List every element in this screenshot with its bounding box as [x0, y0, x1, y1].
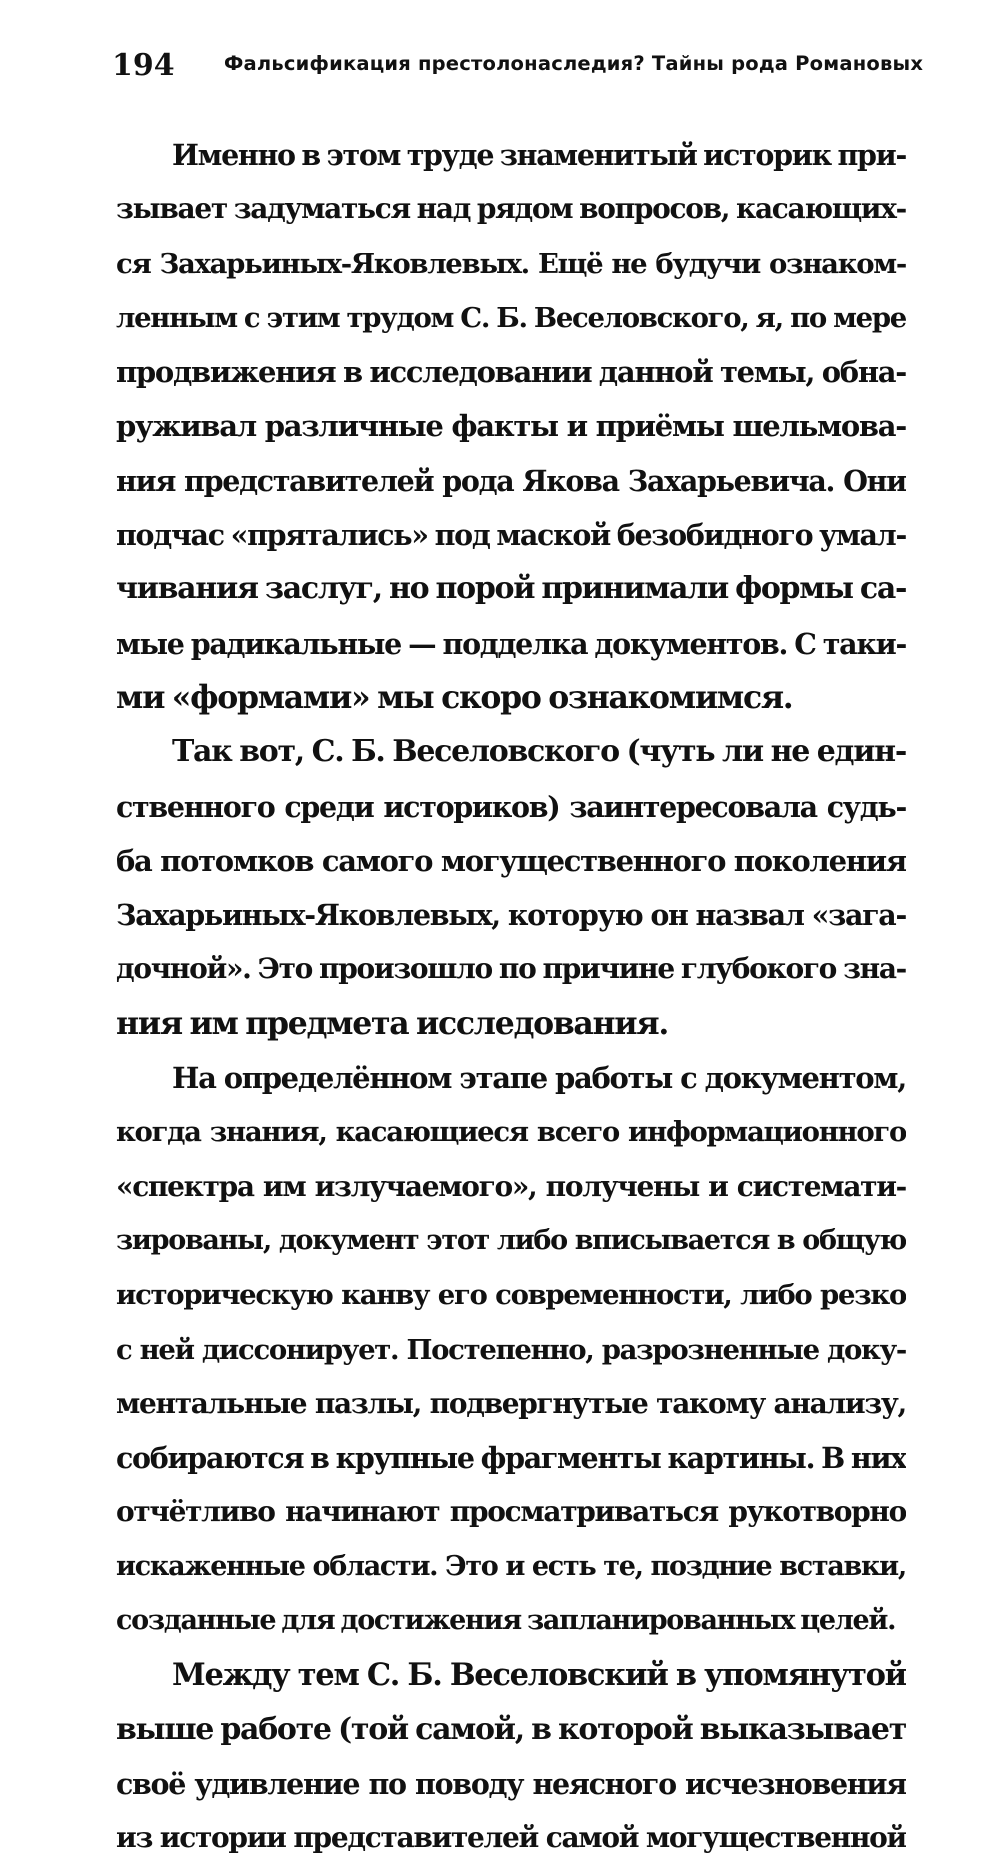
- text-line: искаженные области. Это и есть те, поздние вставки,: [116, 1550, 906, 1582]
- text-line: историческую канву его современности, либо резко: [116, 1279, 906, 1312]
- text-line: ния им предмета исследования.: [116, 1004, 669, 1042]
- running-header: [112, 48, 924, 88]
- text-line: ментальные пазлы, подвергнутые такому анализу,: [116, 1386, 906, 1420]
- paragraph-1: [116, 128, 906, 725]
- text-line: На определённом этапе работы с документом,: [172, 1061, 906, 1096]
- text-line: из истории представителей самой могущественной: [116, 1821, 906, 1855]
- body-text: [116, 128, 906, 1866]
- text-line: с ней диссонирует. Постепенно, разрозненные доку-: [116, 1333, 906, 1366]
- text-line: отчётливо начинают просматриваться рукотворно: [116, 1495, 906, 1529]
- text-line: ленным с этим трудом С. Б. Веселовского, я, по мере: [116, 301, 906, 334]
- text-line: «спектра им излучаемого», получены и системати-: [116, 1169, 906, 1203]
- text-line: Между тем С. Б. Веселовский в упомянутой: [172, 1657, 906, 1694]
- paragraph-4: [116, 1648, 906, 1865]
- page-number: 194: [112, 48, 175, 83]
- paragraph-2: [116, 725, 906, 1051]
- text-line: когда знания, касающиеся всего информационного: [116, 1116, 906, 1149]
- text-line: ся Захарьиных-Яковлевых. Ещё не будучи ознаком-: [116, 247, 906, 280]
- text-line: созданные для достижения запланированных целей.: [116, 1605, 896, 1637]
- text-line: ния представителей рода Якова Захарьевича. Они: [116, 463, 906, 498]
- running-title: Фальсификация престолонаследия? Тайны рода Романовых: [224, 52, 924, 75]
- text-line: ба потомков самого могущественного поколения: [116, 843, 906, 878]
- text-line: ственного среди историков) заинтересовала судь-: [116, 789, 906, 824]
- text-line: Так вот, С. Б. Веселовского (чуть ли не един-: [172, 734, 906, 770]
- text-line: подчас «прятались» под маской безобидного умал-: [116, 518, 906, 553]
- text-line: дочной». Это произошло по причине глубокого зна-: [116, 952, 906, 986]
- text-line: своё удивление по поводу неясного исчезновения: [116, 1766, 906, 1801]
- text-line: руживал различные факты и приёмы шельмова-: [116, 409, 906, 444]
- text-line: ми «формами» мы скоро ознакомимся.: [116, 678, 793, 716]
- text-line: выше работе (той самой, в которой выказывает: [116, 1711, 906, 1747]
- text-line: Захарьиных-Яковлевых, которую он назвал «зага-: [116, 898, 906, 933]
- text-line: зированы, документ этот либо вписывается в общую: [116, 1224, 906, 1256]
- text-line: продвижения в исследовании данной темы, обна-: [116, 355, 906, 390]
- paragraph-3: [116, 1051, 906, 1648]
- text-line: чивания заслуг, но порой принимали формы са-: [116, 571, 906, 607]
- text-line: собираются в крупные фрагменты картины. В них: [116, 1441, 906, 1476]
- text-line: мые радикальные — подделка документов. С таки-: [116, 626, 906, 661]
- text-line: Именно в этом труде знаменитый историк при-: [172, 138, 906, 172]
- text-line: зывает задуматься над рядом вопросов, касающих-: [116, 192, 906, 226]
